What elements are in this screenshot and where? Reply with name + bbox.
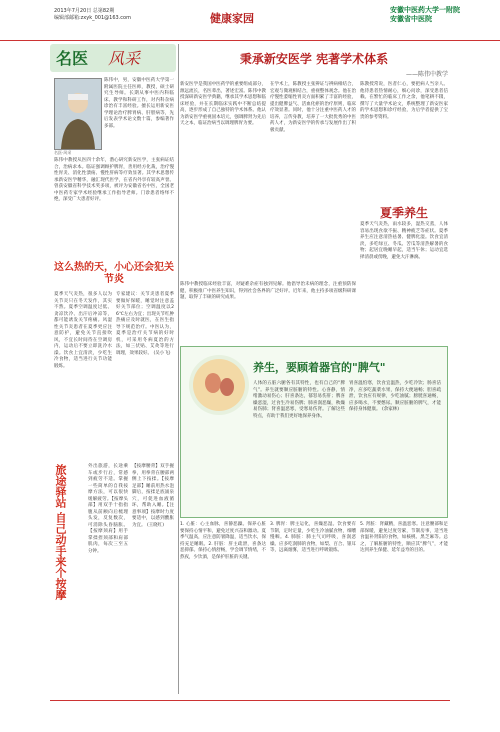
bottom-text-col1: 1. 心脏：心主血脉，喜静恶躁。保养心脏要保持心情平和，避免过度兴奋和激动。夏季气温高，应注意防暑降温，适当饮水，保持充足睡眠。2. 肝脏：肝主疏泄，喜条达恶抑郁。保持心情舒畅，学会调节情绪，不熬夜，少饮酒，是保护肝脏的关键。: [180, 522, 266, 560]
hospital-logo: [390, 6, 490, 24]
massage-text-a: 外出旅游，长途乘车或步行后，常感到疲劳不适。掌握一些简单的自我按摩方法，可以很快缓解疲劳。【按摩头部】用双手十指指腹从前额向后梳理头发，反复数次，可消除头昏脑胀。【按摩颈肩】用手掌揉捏颈部和肩部肌肉，每次三至五分钟。: [88, 464, 128, 554]
health-article-title: 养生，要顾着器官的"脾气": [253, 361, 386, 374]
health-article-box: [180, 346, 448, 518]
logo-line2: 安徽省中医院: [390, 15, 432, 23]
footer-rule: [50, 700, 450, 701]
author2: (王晓红): [146, 522, 164, 528]
profile-text: 陈伟中教授从医四十余年，潜心研究新安医学，主张病证结合，治病求本。临证强调顾护脾胃，善用经方化裁，治疗慢性胃炎、消化性溃疡、慢性肝病等疗效显著。其学术思想传承新安医学精华，融汇现代医学，在省内外享有较高声誉。曾获安徽省科学技术奖多项，被评为安徽省名中医，全国老中医药专家学术经验继承工作指导老师。门诊患者络绎不绝，深受广大患者好评。: [54, 158, 174, 202]
column-divider: [178, 44, 179, 694]
headline2: 旅途驿站 自己动手来个按摩: [54, 464, 67, 600]
main-text-continued: 陈伟中教授临床经验丰富，对疑难杂症有独到见解。他倡导治未病的理念，注重预防保健，积极推广中医养生知识，得到社会各界的广泛好评。近年来，他主持多项省级科研课题，取得了丰硕的研究成果。: [180, 282, 356, 300]
doctor-bio: 陈伟中，男，安徽中医药大学第一附属医院主任医师，教授，硕士研究生导师。长期从事中医内科临床、教学和科研工作，对内科杂病诊治有丰富经验。擅长运用新安医学理论治疗脾胃病、肝胆病等，先后发表学术论文数十篇，参编著作多部。: [104, 78, 174, 129]
page-header: [0, 0, 500, 41]
author1: (吴小飞): [153, 350, 171, 356]
summer-section-title: 夏季养生: [379, 206, 428, 220]
main-article-title: 秉承新安医学 宪著学术体系: [239, 52, 389, 66]
summer-text: 夏季天气炎热，雨水较多，湿热交蒸，人体容易出现食欲不振、精神疲乏等症状。夏季养生应注意清热祛暑、健脾化湿。饮食宜清淡，多吃绿豆、冬瓜、苦瓜等清热解暑的食物；起居宜晚睡早起，适当午休；运动宜选择清晨或傍晚，避免大汗淋漓。: [360, 222, 448, 260]
left-column: [50, 44, 176, 694]
masthead-script: 风采: [108, 49, 141, 68]
health-author: (余家林): [381, 407, 399, 412]
main-text-col1: 新安医学是我国中医药学的重要组成部分，源远流长，名医辈出，著述宏富。陈伟中教授深研新安医学典籍，继承其学术思想和临床经验，并在长期临床实践中不断总结提高，逐步形成了自己独特的学术体系。他认为新安医学重视固本培元，强调脾肾为先后天之本，临证治病当以调理脾胃为要。: [180, 82, 266, 126]
section-title: 健康家园: [210, 12, 254, 25]
doctor-portrait: [54, 78, 102, 150]
health-text-col2: 胃喜温怕寒，饮食宜温热，少吃冷饮；肠喜洁净，应多吃蔬菜水果，保持大便通畅；胆喜疏泄，饮食应有规律，少吃油腻；膀胱喜通畅，应多喝水，不要憋尿。顺应脏腑的脾气，才能保持身体健康。 (余家林): [349, 381, 441, 412]
issue-date: 2013年7月20日 总第82期: [54, 8, 115, 14]
editor-email: 编辑部邮箱:zxyk_001@163.com: [54, 15, 131, 21]
bottom-text-col2: 3. 脾胃：脾主运化，喜燥恶湿。饮食要有节制，定时定量，少吃生冷油腻食物，细嚼慢咽。4. 肺脏：肺主气司呼吸，喜润恶燥。应多吃润肺的食物，如梨、百合、银耳等，远离烟雾，适当进行呼吸锻炼。: [270, 522, 356, 553]
issue-meta: [54, 8, 131, 22]
headline1: 这么热的天，小心还会犯关节炎: [54, 262, 174, 285]
portrait-caption: 名医·风采: [54, 150, 72, 155]
masthead-box: [50, 44, 176, 72]
bottom-text-col3: 5. 肾脏：肾藏精，喜温恶寒。注意腰部和足部保暖，避免过度劳累，节制房事，适当进食温补肾阳的食物，如核桃、黑芝麻等。总之，了解脏腑的特性，顺应其“脾气”，才能达到养生保健、延年益寿的目的。: [360, 522, 448, 553]
logo-line1: 安徽中医药大学一附院: [390, 6, 460, 14]
portrait-svg: [55, 79, 101, 149]
organ-icon: [189, 355, 249, 415]
arthritis-text-a: 夏季天气炎热，很多人以为关节炎只在冬天发作，其实不然。夏季空调温度过低、贪凉饮冷、出汗后冲凉等，都可能诱发关节疼痛。风湿性关节炎患者在夏季更应注意防护，避免关节直接吹风，不宜长时间待在空调房内，运动后不要立即洗冷水澡。饮食上宜清淡，少吃生冷食物，适当进行关节功能锻炼。: [54, 292, 112, 369]
organ-illustration: [189, 355, 249, 415]
massage-text-b: 【按摩腰背】双手握拳，用拳背在腰部两侧上下按揉。【按摩足部】睡前用热水泡脚后，按揉足底涌泉穴，可促进血液循环，帮助入睡。【注意事项】按摩时力度要适中，以感到酸胀为宜。 (王晓红): [132, 464, 174, 528]
masthead-name: 名医: [56, 49, 89, 68]
main-text-col2: 在学术上，陈教授主张辨证与辨病相结合，宏观与微观相结合，重视整体观念。他在治疗慢性萎缩性胃炎方面积累了丰富的经验，提出健脾益气、活血化瘀的治疗原则，临床疗效显著。同时，他十分注重中医药人才的培养，言传身教，培养了一大批优秀的中医药人才，为新安医学的传承与发展作出了积极贡献。: [270, 82, 356, 133]
headline1-block: [54, 262, 174, 286]
main-article-subtitle: ——陈伟中教学: [405, 71, 448, 78]
arthritis-text-b: 专家建议：关节炎患者夏季要做好保暖，睡觉时注意盖好关节部位；空调温度以26℃左右为宜；出现关节红肿热痛应及时就医，在医生指导下规范治疗。中医认为，夏季是治疗关节病的好时机，可采用冬病夏治的方法，如三伏贴、艾灸等进行调理，效果较好。 (吴小飞): [116, 292, 174, 356]
main-text-col3: 陈教授常说，医者仁心，要把病人当亲人。他待患者热情耐心，细心问诊，深受患者信赖。在繁忙的临床工作之余，他笔耕不辍，撰写了大量学术论文，系统整理了新安医家的学术思想和诊疗经验，为后学者提供了宝贵的参考资料。: [360, 82, 448, 120]
headline2-block: [54, 464, 84, 614]
health-text-col1: 人体的五脏六腑各有其特性，也有自己的“脾气”。养生就要顺应脏腑的特性。心喜静，情绪激动易伤心；肝喜条达，郁怒易伤肝；脾喜燥恶湿，过食生冷易伤脾；肺喜润恶燥，秋燥易伤肺；肾喜温恶寒，受寒易伤肾。了解这些特点，有助于我们更好地保养身体。: [253, 381, 345, 419]
